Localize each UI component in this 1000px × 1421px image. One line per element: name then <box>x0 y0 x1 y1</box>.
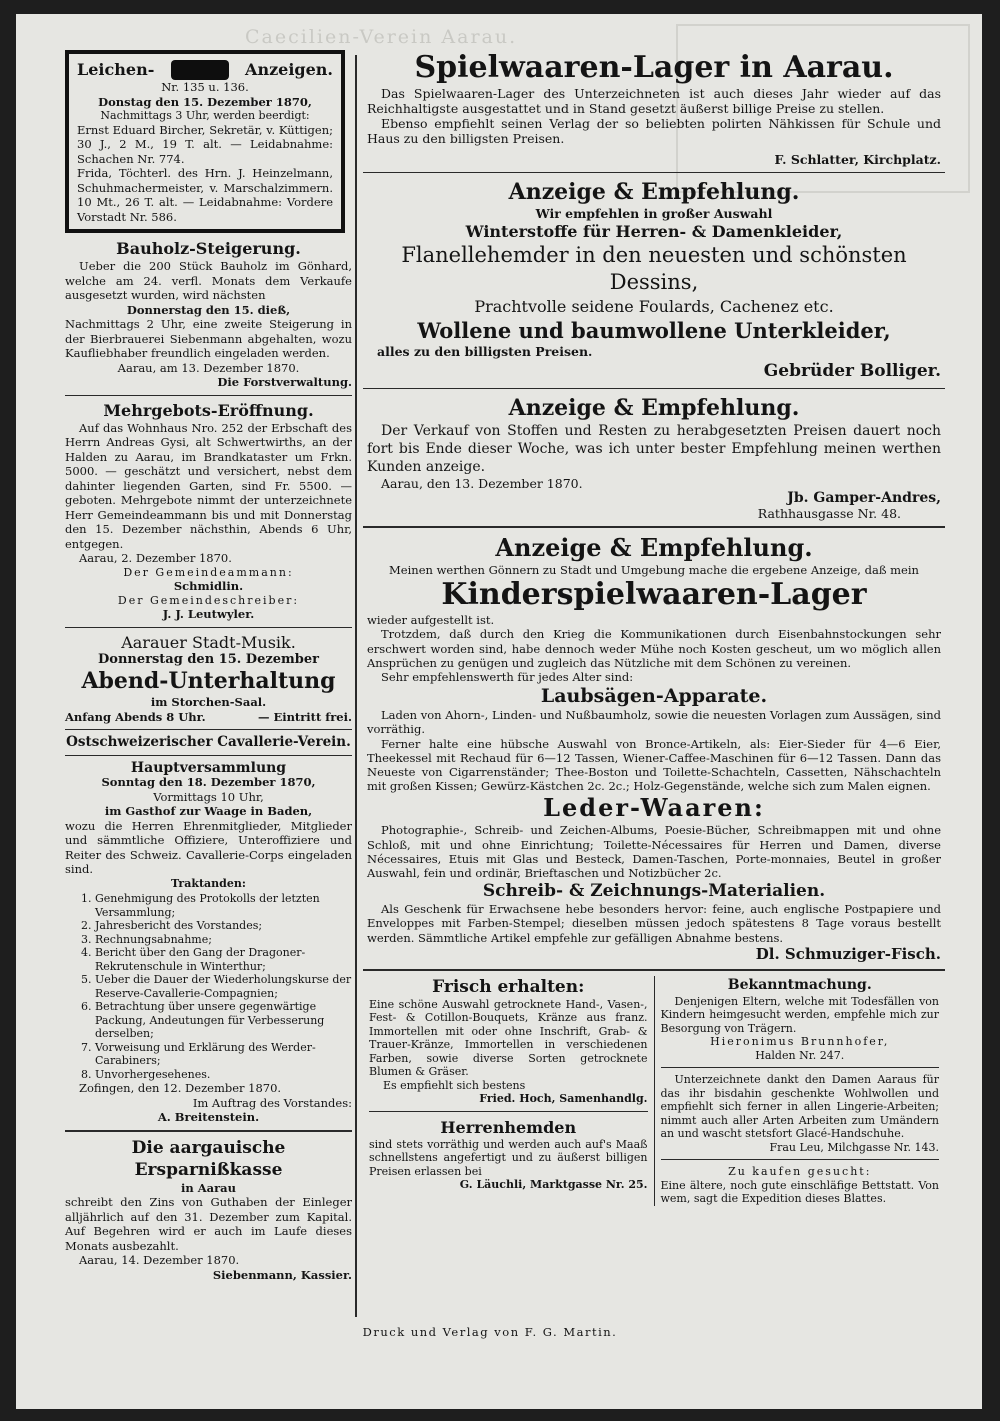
bleed-through-header: Caecilien-Verein Aarau. <box>245 26 518 48</box>
death-time: Nachmittags 3 Uhr, werden beerdigt: <box>100 109 310 122</box>
bolliger-line-4: Prachtvolle seidene Foulards, Cachenez etc. <box>474 297 834 316</box>
schmuziger-headline: Kinderspielwaaren-Lager <box>441 577 867 613</box>
divider <box>65 395 352 396</box>
schmuziger-text-4: Laden von Ahorn-, Linden- und Nußbaumholz, sowie die neuesten Vorlagen zum Aussägen, sind vorräthig. <box>367 708 941 737</box>
musik-begin: Anfang Abends 8 Uhr. <box>65 709 206 724</box>
imprint: Druck und Verlag von F. G. Martin. <box>362 1325 618 1339</box>
divider <box>661 1159 940 1160</box>
bolliger-sign: Gebrüder Bolliger. <box>763 361 941 381</box>
brunnhofer-name: Hieronimus Brunnhofer, <box>710 1035 890 1049</box>
schmuziger-ad <box>363 533 945 964</box>
musik-info <box>65 710 352 725</box>
spielwaaren-ad <box>363 50 945 167</box>
death-entry-1: Ernst Eduard Bircher, Sekretär, v. Küttigen; 30 J., 2 M., 19 T. alt. — Leidabnahme: Schachen Nr. 774. <box>77 122 333 166</box>
ersparnis-text: schreibt den Zins von Guthaben der Einleger alljährlich auf den 31. Dezember zum Kapital. Auf Begehren wird er auch im Laufe dieses Monats ausbezahlt. <box>65 1195 352 1253</box>
agenda-item: 3. Rechnungsabnahme; <box>95 933 352 947</box>
hoch-text-2: Es empfiehlt sich bestens <box>383 1078 526 1092</box>
bolliger-line-2: Winterstoffe für Herren- & Damenkleider, <box>465 222 843 241</box>
schmuziger-title: Anzeige & Empfehlung. <box>495 533 813 562</box>
divider <box>369 1111 648 1112</box>
bolliger-title: Anzeige & Empfehlung. <box>508 179 800 205</box>
bauholz-text: Ueber die 200 Stück Bauholz im Gönhard, welche am 24. verfl. Monats dem Verkaufe ausgesetzt wurden, wird nächsten <box>65 259 352 302</box>
schmuziger-sign: Dl. Schmuziger-Fisch. <box>755 944 941 963</box>
ersparnis-subtitle: in Aarau <box>181 1180 236 1195</box>
hoch-title: Frisch erhalten: <box>432 976 585 997</box>
ersparnis-title: Die aargauische Ersparnißkasse <box>131 1137 286 1180</box>
agenda-item: 2. Jahresbericht des Vorstandes; <box>95 919 352 933</box>
laeuchli-title: Herrenhemden <box>440 1117 577 1137</box>
gamper-place-date: Aarau, den 13. Dezember 1870. <box>381 476 583 491</box>
schmuziger-text-7: Als Geschenk für Erwachsene hebe besonders hervor: feine, auch englische Postpapiere und Enveloppes mit Farben-Stempel; dieselben müssen jedoch spätestens 8 Tage voraus bestellt werden. Sämmtliche Artikel empfehle zur gefälligen Abnahme bestens. <box>367 902 941 945</box>
gamper-title: Anzeige & Empfehlung. <box>508 395 800 421</box>
mehrgebot-text: Auf das Wohnhaus Nro. 252 der Erbschaft des Herrn Andreas Gysi, alt Schwertwirths, an der Halden zu Aarau, im Brandkataster um Frkn. 5000. — geschätzt und versichert, nebst dem dahinter liegenden Garten, sind Fr. 5500. — geboten. Mehrgebote nimmt der unterzeichnete Herr Gemeindeammann bis und mit Donnerstag den 15. Dezember nächsthin, Abends 6 Uhr, entgegen. <box>65 420 352 551</box>
hoch-sign: Fried. Hoch, Samenhandlg. <box>479 1092 648 1106</box>
cavallerie-ad <box>65 735 352 1125</box>
schmuziger-text-6: Photographie-, Schreib- und Zeichen-Albums, Poesie-Bücher, Schreibmappen mit und ohne Schloß, mit und ohne Einrichtung; Toilette-Nécessaires für Herren und Damen, diverse Nécessaires, Etuis mit Glas und Besteck, Damen-Taschen, Porte-monnaies, Beutel in großer Auswahl, fein und ordinär, Brieftaschen und Notizbücher 2c. <box>367 823 941 881</box>
ink-smudge <box>171 60 229 80</box>
cavallerie-text: wozu die Herren Ehrenmitglieder, Mitglieder und sämmtliche Offiziere, Unteroffiziere und Reiter des Schweiz. Cavallerie-Corps eingeladen sind. <box>65 818 352 876</box>
cavallerie-place-date: Zofingen, den 12. Dezember 1870. <box>79 1081 282 1095</box>
laeuchli-text: sind stets vorräthig und werden auch auf's Maaß schnellstens angefertigt und zu äußerst billigen Preisen erlassen bei <box>369 1137 648 1178</box>
agenda-item: 5. Ueber die Dauer der Wiederholungskurse der Reserve-Cavallerie-Compagnien; <box>95 973 352 1000</box>
gamper-sign: Jb. Gamper-Andres, <box>787 490 941 506</box>
divider <box>363 969 945 971</box>
cavallerie-agenda-title: Traktanden: <box>171 876 246 890</box>
schmuziger-text-1: wieder aufgestellt ist. <box>367 613 495 628</box>
spielwaaren-text-1: Das Spielwaaren-Lager des Unterzeichneten ist auch dieses Jahr wieder auf das Reichhaltigste ausgestattet und in Stand gesetzt äußerst billige Preise zu stellen. <box>367 86 941 116</box>
cavallerie-place: im Gasthof zur Waage in Baden, <box>104 804 313 818</box>
death-date: Donstag den 15. Dezember 1870, <box>98 94 312 109</box>
bolliger-line-1: Wir empfehlen in großer Auswahl <box>535 206 773 221</box>
cavallerie-role: Im Auftrag des Vorstandes: <box>192 1095 352 1110</box>
spielwaaren-title: Spielwaaren-Lager in Aarau. <box>414 50 894 85</box>
mehrgebot-role-1: Der Gemeindeammann: <box>123 565 294 579</box>
spielwaaren-text-2: Ebenso empfiehlt seinen Verlag der so beliebten polirten Nähkissen für Schule und Haus zu den billigsten Preisen. <box>367 116 941 146</box>
gamper-ad <box>363 394 945 521</box>
ersparnis-place-date: Aarau, 14. Dezember 1870. <box>79 1253 240 1267</box>
mehrgebot-place-date: Aarau, 2. Dezember 1870. <box>79 551 232 565</box>
brunnhofer-address: Halden Nr. 247. <box>755 1048 845 1062</box>
hoch-text: Eine schöne Auswahl getrocknete Hand-, Vasen-, Fest- & Cotillon-Bouquets, Kränze aus franz. Immortellen mit oder ohne Inschrift, Grab- & Trauer-Kränze, Immortellen in verschiedenen Farben, sowie diverse Sorten getrocknete Blumen & Gräser. <box>369 997 648 1079</box>
musik-place: im Storchen-Saal. <box>150 695 267 709</box>
bauholz-place-date: Aarau, am 13. Dezember 1870. <box>117 360 300 375</box>
bolliger-line-6: alles zu den billigsten Preisen. <box>377 344 593 359</box>
leu-sign: Frau Leu, Milchgasse Nr. 143. <box>769 1140 939 1154</box>
left-column <box>65 50 352 1282</box>
bett-text: Eine ältere, noch gute einschläfige Bettstatt. Von wem, sagt die Expedition dieses Blattes. <box>660 1178 939 1206</box>
mehrgebot-role-2: Der Gemeindeschreiber: <box>117 593 300 607</box>
bett-title: Zu kaufen gesucht: <box>728 1165 872 1179</box>
musik-title: Aarauer Stadt-Musik. <box>121 632 296 652</box>
agenda-item: 1. Genehmigung des Protokolls der letzten Versammlung; <box>95 892 352 919</box>
mehrgebot-ad <box>65 401 352 622</box>
leu-text: Unterzeichnete dankt den Damen Aaraus für das ihr bisdahin geschenkte Wohlwollen und empfiehlt sich ferner in allen Lingerie-Arbeiten; nimmt auch aller Arten Arbeiten zum Umändern an und wascht stetsfort Glacé-Handschuhe. <box>660 1073 939 1141</box>
bauholz-sign: Die Forstverwaltung. <box>217 375 352 389</box>
bauholz-text-2: Nachmittags 2 Uhr, eine zweite Steigerung in der Bierbrauerei Siebenmann abgehalten, wozu Kaufliebhaber freundlich eingeladen werden. <box>65 317 352 360</box>
agenda-item: 4. Bericht über den Gang der Dragoner-Rekrutenschule in Winterthur; <box>95 946 352 973</box>
schmuziger-leder: Leder-Waaren: <box>543 793 765 823</box>
cavallerie-title: Ostschweizerischer Cavallerie-Verein. <box>66 734 351 750</box>
agenda-item: 7. Vorweisung und Erklärung des Werder-Carabiners; <box>95 1041 352 1068</box>
brunnhofer-title: Bekanntmachung. <box>727 976 872 993</box>
bolliger-line-5: Wollene und baumwollene Unterkleider, <box>417 318 891 343</box>
divider <box>65 729 352 730</box>
divider <box>65 755 352 756</box>
bottom-ads <box>363 976 945 1206</box>
death-numbers: Nr. 135 u. 136. <box>161 80 249 94</box>
bauholz-ad <box>65 239 352 390</box>
divider <box>363 388 945 389</box>
death-entry-2: Frida, Töchterl. des Hrn. J. Heinzelmann, Schuhmachermeister, v. Marschalzimmern. 10 Mt., 26 T. alt. — Leidabnahme: Vordere Vorstadt Nr. 586. <box>77 166 333 224</box>
laeuchli-sign: G. Läuchli, Marktgasse Nr. 25. <box>459 1178 648 1192</box>
schmuziger-text-3: Sehr empfehlenswerth für jedes Alter sind: <box>381 670 634 685</box>
divider <box>363 172 945 173</box>
schmuziger-text-2: Trotzdem, daß durch den Krieg die Kommunikationen durch Eisenbahnstockungen sehr erschwert worden sind, habe dennoch weder Mühe noch Kosten gescheut, um wo möglich allen Ansprüchen zu genügen und zugleich das Nützliche mit dem Schönen zu vereinen. <box>367 627 941 670</box>
bottom-left-ads <box>363 976 654 1206</box>
divider <box>65 627 352 628</box>
death-title-right: Anzeigen. <box>245 59 333 79</box>
death-title-left: Leichen- <box>77 59 155 79</box>
mehrgebot-name-1: Schmidlin. <box>173 579 244 593</box>
column-divider <box>355 55 357 1317</box>
musik-entry: — Eintritt frei. <box>257 709 352 724</box>
cavallerie-sign: A. Breitenstein. <box>157 1110 260 1124</box>
cavallerie-time: Vormittags 10 Uhr, <box>153 789 264 804</box>
mehrgebot-title: Mehrgebots-Eröffnung. <box>103 400 314 420</box>
mehrgebot-name-2: J. J. Leutwyler. <box>162 607 255 621</box>
gamper-text: Der Verkauf von Stoffen und Resten zu herabgesetzten Preisen dauert noch fort bis Ende dieser Woche, was ich unter bester Empfehlung meinen werthen Kunden anzeige. <box>367 423 941 475</box>
spielwaaren-sign: F. Schlatter, Kirchplatz. <box>774 152 941 167</box>
bolliger-line-3: Flanellehemder in den neuesten und schönsten Dessins, <box>401 243 907 294</box>
schmuziger-laubsaegen: Laubsägen-Apparate. <box>540 685 768 708</box>
agenda-item: 8. Unvorhergesehenes. <box>95 1068 352 1082</box>
schmuziger-text-5: Ferner halte eine hübsche Auswahl von Bronce-Artikeln, als: Eier-Sieder für 4—6 Eier, Theekessel mit Rechaud für 6—12 Tassen, Wiener-Caffee-Maschinen für 6—12 Tassen. Dann das Neueste von Cigarrenständer; Thee-Boston und Toilette-Schachteln, Cassetten, Nähschachteln mit großen Kissen; Gewürz-Kästchen 2c. 2c.; Holz-Gegenstände, welche sich zum Malen eignen. <box>367 736 941 794</box>
musik-event: Abend-Unterhaltung <box>81 668 336 694</box>
cavallerie-subtitle: Hauptversammlung <box>130 759 287 776</box>
death-title <box>77 60 333 80</box>
ersparnis-sign: Siebenmann, Kassier. <box>212 1267 352 1282</box>
agenda-item: 6. Betrachtung über unsere gegenwärtige Packung, Andeutungen für Verbesserung derselben; <box>95 1000 352 1041</box>
gamper-address: Rathhausgasse Nr. 48. <box>757 506 901 521</box>
schmuziger-intro: Meinen werthen Gönnern zu Stadt und Umgebung mache die ergebene Anzeige, daß mein <box>389 563 919 577</box>
cavallerie-date: Sonntag den 18. Dezember 1870, <box>101 775 316 789</box>
bauholz-title: Bauholz-Steigerung. <box>116 239 301 258</box>
right-column <box>363 50 945 1206</box>
divider <box>363 526 945 528</box>
divider <box>661 1067 940 1068</box>
stadtmusik-ad <box>65 633 352 725</box>
cavallerie-agenda <box>65 892 352 1081</box>
divider <box>65 1130 352 1132</box>
musik-date: Donnerstag den 15. Dezember <box>98 651 319 667</box>
bolliger-ad <box>363 178 945 383</box>
bauholz-date: Donnerstag den 15. dieß, <box>126 302 291 317</box>
bottom-right-ads <box>655 976 946 1206</box>
death-notices <box>65 50 345 233</box>
brunnhofer-text: Denjenigen Eltern, welche mit Todesfällen von Kindern heimgesucht werden, empfehle mich zur Besorgung von Trägern. <box>660 994 939 1035</box>
schmuziger-schreib: Schreib- & Zeichnungs-Materialien. <box>482 881 826 902</box>
ersparnis-ad <box>65 1137 352 1283</box>
